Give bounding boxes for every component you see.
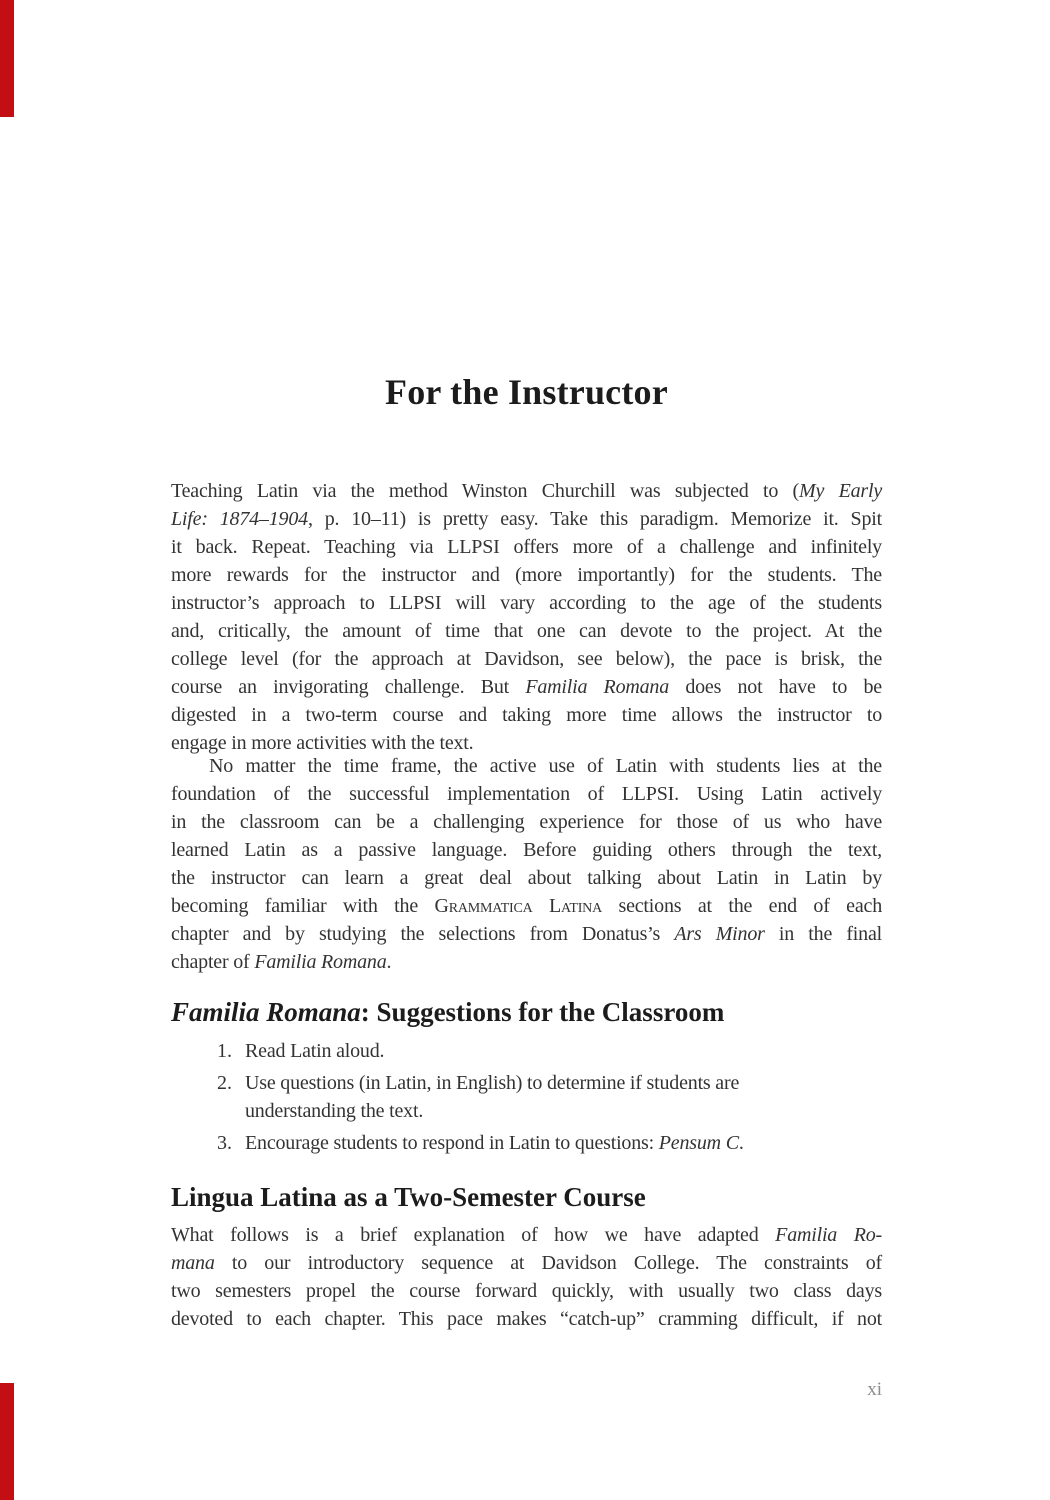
page-content (171, 0, 882, 1500)
text-line: devoted to each chapter. This pace makes “catch-up” cramming difficult, if not (171, 1308, 882, 1330)
text-line: and, critically, the amount of time that one can devote to the project. At the (171, 620, 882, 642)
classroom-suggestions-heading: Familia Romana: Suggestions for the Classroom (171, 997, 725, 1027)
text-line: Encourage students to respond in Latin to questions: Pensum C. (245, 1132, 744, 1154)
text-line: No matter the time frame, the active use of Latin with students lies at the (209, 755, 882, 777)
closing-paragraph (171, 1221, 882, 1333)
text-line: foundation of the successful implementation of LLPSI. Using Latin actively (171, 783, 882, 805)
chapter-title: For the Instructor (385, 372, 668, 412)
list-number: 3. (217, 1132, 232, 1154)
cover-edge-bottom (0, 1383, 14, 1500)
text-line: chapter and by studying the selections from Donatus’s Ars Minor in the final (171, 923, 883, 945)
text-line: mana to our introductory sequence at Davidson College. The constraints of (171, 1252, 882, 1274)
text-line: Teaching Latin via the method Winston Churchill was subjected to (My Early (171, 480, 882, 502)
text-line: understanding the text. (245, 1100, 424, 1122)
text-line: Use questions (in Latin, in English) to determine if students are (245, 1072, 740, 1094)
text-line: chapter of Familia Romana. (171, 951, 392, 973)
text-line: course an invigorating challenge. But Familia Romana does not have to be (171, 676, 882, 698)
cover-edge-top (0, 0, 14, 117)
list-item (171, 1037, 882, 1065)
list-number: 2. (217, 1072, 232, 1094)
list-item (171, 1069, 882, 1125)
text-line: two semesters propel the course forward quickly, with usually two class days (171, 1280, 882, 1302)
text-line: instructor’s approach to LLPSI will vary according to the age of the students (171, 592, 882, 614)
text-line: becoming familiar with the Grammatica Latina sections at the end of each (171, 895, 882, 917)
suggestions-list (171, 1037, 882, 1157)
two-semester-heading: Lingua Latina as a Two-Semester Course (171, 1182, 646, 1212)
text-line: Read Latin aloud. (245, 1040, 385, 1062)
intro-paragraph (171, 477, 882, 757)
text-line: engage in more activities with the text. (171, 732, 474, 754)
list-number: 1. (217, 1040, 232, 1062)
text-line: Life: 1874–1904, p. 10–11) is pretty easy. Take this paradigm. Memorize it. Spit (171, 508, 882, 530)
text-line: learned Latin as a passive language. Before guiding others through the text, (171, 839, 882, 861)
text-line: college level (for the approach at Davidson, see below), the pace is brisk, the (171, 648, 882, 670)
page-number: xi (867, 1379, 882, 1400)
text-line: the instructor can learn a great deal about talking about Latin in Latin by (171, 867, 882, 889)
text-line: What follows is a brief explanation of how we have adapted Familia Ro- (171, 1224, 882, 1246)
text-line: in the classroom can be a challenging experience for those of us who have (171, 811, 882, 833)
text-line: more rewards for the instructor and (more importantly) for the students. The (171, 564, 882, 586)
text-line: it back. Repeat. Teaching via LLPSI offers more of a challenge and infinitely (171, 536, 882, 558)
second-paragraph (171, 752, 882, 976)
text-line: digested in a two-term course and taking more time allows the instructor to (171, 704, 882, 726)
list-item (171, 1129, 882, 1157)
